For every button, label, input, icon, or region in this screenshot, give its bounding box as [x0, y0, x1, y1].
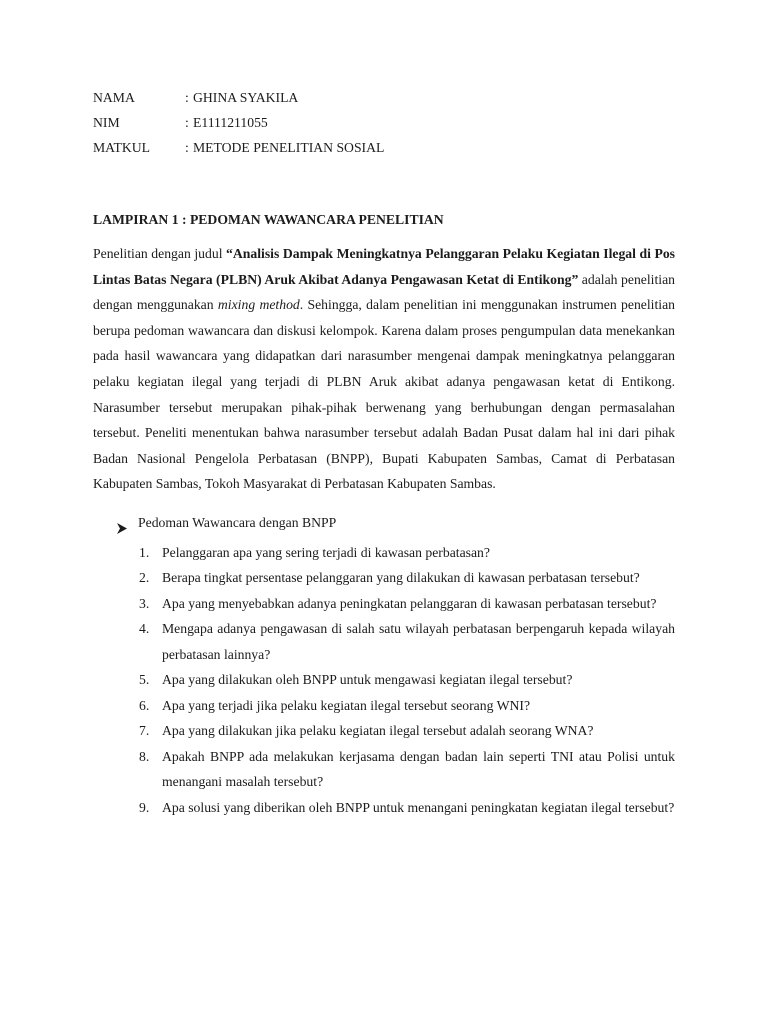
- list-item: [93, 718, 675, 744]
- identity-value: E1111211055: [193, 115, 268, 130]
- identity-block: [93, 85, 675, 160]
- identity-separator: :: [185, 90, 189, 105]
- identity-separator: :: [185, 140, 189, 155]
- guide-heading-row: [93, 510, 675, 535]
- identity-row-matkul: [93, 135, 675, 160]
- question-number: 7.: [139, 723, 150, 739]
- question-text: Berapa tingkat persentase pelanggaran yang dilakukan di kawasan perbatasan tersebut?: [162, 570, 640, 586]
- list-item: [93, 693, 675, 719]
- question-text: Apa yang dilakukan oleh BNPP untuk mengawasi kegiatan ilegal tersebut?: [162, 672, 573, 688]
- intro-text-part: adalah penelitian dengan menggunakan: [93, 271, 675, 313]
- list-item: [93, 540, 675, 566]
- document-page: [93, 85, 675, 820]
- question-text: Apa solusi yang diberikan oleh BNPP untuk menangani peningkatan kegiatan ilegal tersebut?: [162, 799, 675, 815]
- intro-text-part: Penelitian dengan judul: [93, 246, 227, 261]
- question-text: Pelanggaran apa yang sering terjadi di kawasan perbatasan?: [162, 544, 490, 560]
- identity-key: MATKUL: [93, 140, 151, 155]
- question-number: 3.: [139, 595, 150, 611]
- list-item: [93, 744, 675, 795]
- question-number: 9.: [139, 799, 150, 815]
- question-number: 6.: [139, 697, 150, 713]
- question-text: Apa yang terjadi jika pelaku kegiatan ilegal tersebut seorang WNI?: [162, 697, 531, 713]
- question-text: Apakah BNPP ada melakukan kerjasama dengan badan lain seperti TNI atau Polisi untuk menangani masalah tersebut?: [162, 748, 675, 790]
- question-number: 8.: [139, 748, 150, 764]
- guide-heading: Pedoman Wawancara dengan BNPP: [138, 514, 337, 530]
- arrowhead-bullet-icon: [117, 517, 127, 528]
- list-item: [93, 591, 675, 617]
- identity-row-nama: [93, 85, 675, 110]
- question-text: Apa yang menyebabkan adanya peningkatan pelanggaran di kawasan perbatasan tersebut?: [162, 595, 657, 611]
- question-list: [93, 540, 675, 821]
- identity-separator: :: [185, 115, 189, 130]
- list-item: [93, 667, 675, 693]
- intro-text-part: . Sehingga, dalam penelitian ini menggunakan instrumen penelitian berupa pedoman wawancara dan diskusi kelompok. Karena dalam proses pengumpulan data menekankan pada hasil wawancara yang didapatkan dari narasumber mengenai dampak meningkatnya pelanggaran pelaku kegiatan ilegal yang terjadi di PLBN Aruk akibat adanya pengawasan ketat di Entikong. Narasumber tersebut merupakan pihak-pihak berwenang yang berhubungan dengan permasalahan tersebut. Peneliti menentukan bahwa narasumber tersebut adalah Badan Pusat dalam hal ini dari pihak Badan Nasional Pengelola Perbatasan (BNPP), Bupati Kabupaten Sambas, Camat di Perbatasan Kabupaten Sambas, Tokoh Masyarakat di Perbatasan Kabupaten Sambas.: [93, 297, 675, 492]
- identity-value: METODE PENELITIAN SOSIAL: [193, 140, 385, 155]
- intro-paragraph: [93, 241, 675, 497]
- question-number: 1.: [139, 544, 150, 560]
- question-number: 4.: [139, 621, 150, 637]
- question-number: 5.: [139, 672, 150, 688]
- identity-row-nim: [93, 110, 675, 135]
- list-item: [93, 795, 675, 821]
- research-method: mixing method: [217, 297, 300, 313]
- question-text: Mengapa adanya pengawasan di salah satu wilayah perbatasan berpengaruh kepada wilayah perbatasan lainnya?: [162, 621, 675, 662]
- section-title: LAMPIRAN 1 : PEDOMAN WAWANCARA PENELITIAN: [93, 212, 444, 227]
- identity-key: NIM: [93, 115, 120, 130]
- identity-value: GHINA SYAKILA: [193, 90, 299, 105]
- identity-key: NAMA: [93, 90, 135, 105]
- list-item: [93, 565, 675, 591]
- list-item: [93, 616, 675, 667]
- question-text: Apa yang dilakukan jika pelaku kegiatan ilegal tersebut adalah seorang WNA?: [162, 723, 594, 739]
- research-title: “Analisis Dampak Meningkatnya Pelanggaran Pelaku Kegiatan Ilegal di Pos Lintas Batas Negara (PLBN) Aruk Akibat Adanya Pengawasan Ketat di Entikong”: [93, 246, 675, 287]
- question-number: 2.: [139, 570, 150, 586]
